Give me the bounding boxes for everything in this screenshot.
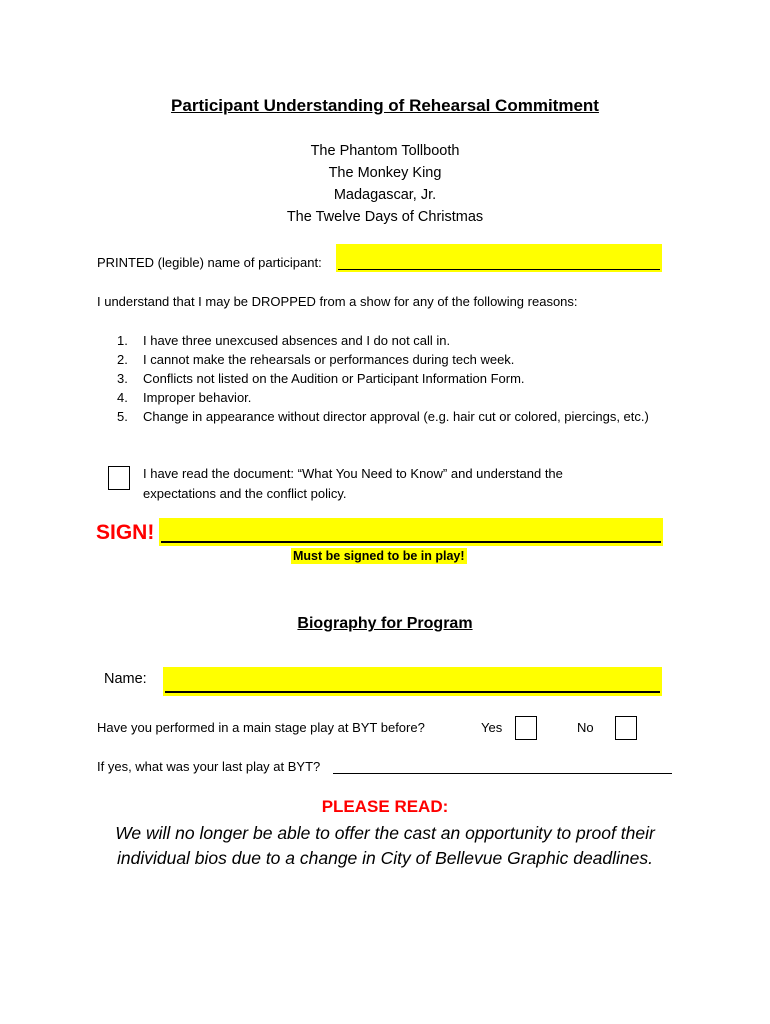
show-list — [0, 140, 770, 228]
signature-blank — [161, 541, 661, 543]
acknowledge-text: I have read the document: “What You Need to Know” and understand the expectations and the conflict policy. — [143, 466, 563, 501]
performed-question: Have you performed in a main stage play at BYT before? — [97, 720, 425, 735]
bio-name-field[interactable] — [163, 667, 662, 696]
last-play-blank — [333, 773, 672, 774]
notice-heading: PLEASE READ: — [321, 797, 449, 816]
list-item: 2. I cannot make the rehearsals or performances during tech week. — [117, 352, 515, 367]
yes-label: Yes — [481, 720, 503, 735]
bio-name-label: Name: — [104, 671, 147, 687]
last-play-label: If yes, what was your last play at BYT? — [97, 759, 321, 774]
show-title: The Phantom Tollbooth — [310, 143, 460, 159]
participant-name-field[interactable] — [336, 244, 662, 272]
no-checkbox[interactable] — [615, 716, 637, 740]
page-title: Participant Understanding of Rehearsal Commitment — [171, 96, 599, 115]
list-item: 1. I have three unexcused absences and I do not call in. — [117, 333, 451, 348]
show-title: Madagascar, Jr. — [333, 187, 437, 203]
list-item: 3. Conflicts not listed on the Audition or Participant Information Form. — [117, 371, 525, 386]
reasons-list — [117, 331, 657, 426]
signature-field[interactable] — [159, 518, 663, 546]
list-item: 4. Improper behavior. — [117, 390, 252, 405]
notice-body: We will no longer be able to offer the cast an opportunity to proof their individual bios due to a change in City of Bellevue Graphic deadlines. — [115, 823, 655, 868]
participant-name-blank — [338, 269, 660, 270]
last-play-field[interactable] — [333, 760, 672, 774]
drop-intro: I understand that I may be DROPPED from a show for any of the following reasons: — [97, 294, 578, 309]
list-item: 5. Change in appearance without director approval (e.g. hair cut or colored, piercings, etc.) — [117, 409, 649, 424]
bio-heading: Biography for Program — [297, 615, 473, 632]
show-title: The Monkey King — [328, 165, 442, 181]
sign-note: Must be signed to be in play! — [293, 549, 465, 563]
yes-checkbox[interactable] — [515, 716, 537, 740]
bio-name-blank — [165, 691, 660, 693]
participant-name-label: PRINTED (legible) name of participant: — [97, 255, 322, 270]
acknowledge-checkbox[interactable] — [108, 466, 130, 490]
no-label: No — [577, 720, 594, 735]
show-title: The Twelve Days of Christmas — [286, 209, 484, 225]
sign-label: SIGN! — [96, 521, 155, 544]
